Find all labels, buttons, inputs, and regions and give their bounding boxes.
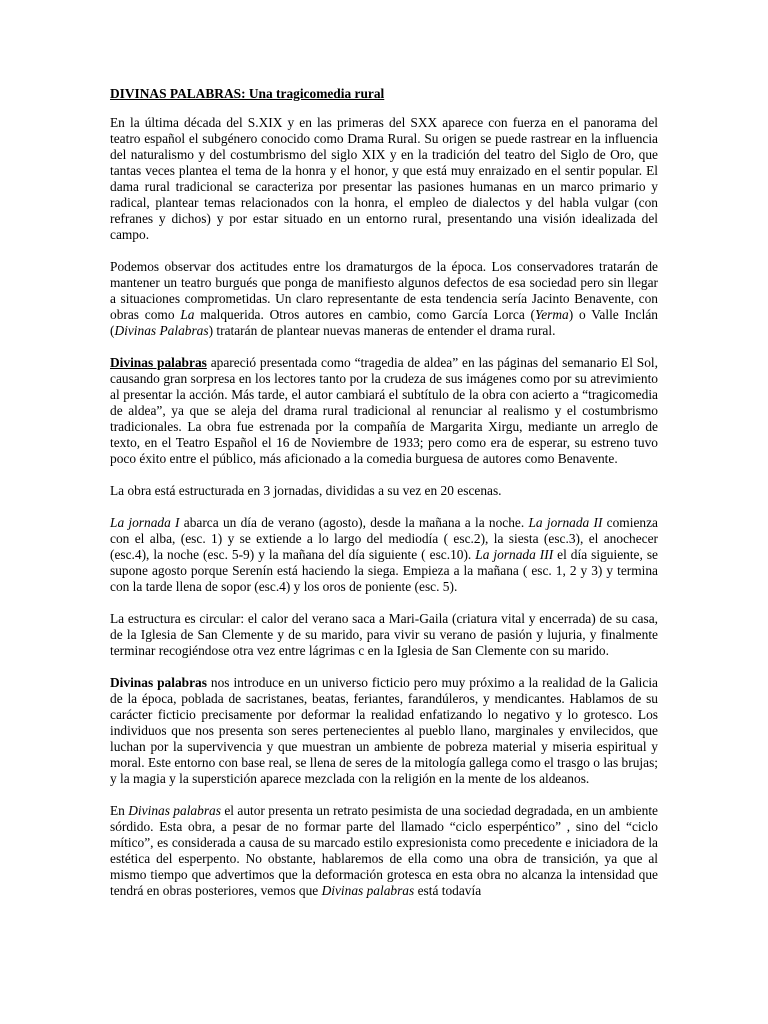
italic-jornada-3: La jornada III: [475, 547, 554, 562]
text: Podemos observar dos actitudes entre los dramaturgos de la época. Los conservadores tratarán de mantener un teatro burgués que ponga de manifiesto algunos defectos de esa sociedad pero sin llegar a situaciones comprometidas. Un claro representante de esta tendencia sería Jacinto Benavente, con obras como: [110, 259, 658, 322]
text: abarca un día de verano (agosto), desde la mañana a la noche.: [179, 515, 529, 530]
italic-la: La: [180, 307, 195, 322]
text: apareció presentada como “tragedia de aldea” en las páginas del semanario El Sol, causando gran sorpresa en los lectores tanto por la crudeza de sus imágenes como por su atrevimiento al presentar la acción. Más tarde, el autor cambiará el subtítulo de la obra con acierto a “tragicomedia de aldea”, ya que se aleja del drama rural tradicional al renunciar al realismo y el costumbrismo tradicionales. La obra fue estrenada por la compañía de Margarita Xirgu, mediante un arreglo de texto, en el Teatro Español el 16 de Noviembre de 1933; pero como era de esperar, su estreno tuvo poco éxito entre el público, más aficionado a la comedia burguesa de autores como Benavente.: [110, 355, 659, 466]
text: ) o Valle Inclán (: [110, 307, 658, 338]
italic-divinas-palabras: Divinas Palabras: [114, 323, 209, 338]
document-title: DIVINAS PALABRAS: Una tragicomedia rural: [110, 86, 385, 101]
paragraph-actitudes: [110, 259, 658, 339]
text: malquerida. Otros autores en cambio, como García Lorca (: [194, 307, 536, 322]
text: comienza con el alba, (esc. 1) y se extiende a lo largo del mediodía ( esc.2), la siesta (esc.3), el anochecer (esc.4), la noche (esc. 5-9) y la mañana del día siguiente ( esc.10).: [110, 515, 658, 562]
bold-divinas-palabras: Divinas palabras: [110, 355, 207, 370]
document-page: [110, 86, 658, 915]
text: nos introduce en un universo ficticio pero muy próximo a la realidad de la Galicia de la época, poblada de sacristanes, beatas, feriantes, farandúleros, y mendicantes. Hablamos de su carácter ficticio precisamente por deformar la realidad enfatizando lo negativo y lo grotesco. Los individuos que nos presenta son seres pertenecientes al pueblo llano, marginales y envilecidos, que luchan por la supervivencia y que muestran un ambiente de pobreza material y miseria espiritual y moral. Este entorno con base real, se llena de seres de la mitología gallega como el trasgo o las brujas; y la magia y la superstición aparece mezclada con la religión en la mente de los aldeanos.: [110, 675, 658, 786]
paragraph-jornadas: [110, 515, 658, 595]
paragraph-drama-rural: En la última década del S.XIX y en las primeras del SXX aparece con fuerza en el panorama del teatro español el subgénero conocido como Drama Rural. Su origen se puede rastrear en la influencia del naturalismo y del costumbrismo del siglo XIX y en la tradición del teatro del Siglo de Oro, que tantas veces plantea el tema de la honra y el honor, y que está muy enraizado en el sentir popular. El dama rural tradicional se caracteriza por presentar las pasiones humanas en un marco primario y radical, plantear temas relacionados con la honra, el empleo de dialectos y del habla vulgar (con refranes y dichos) y por estar situado en un entorno rural, presentando una visión idealizada del campo.: [110, 115, 658, 242]
italic-jornada-1: La jornada I: [110, 515, 180, 530]
text: ) tratarán de plantear nuevas maneras de entender el drama rural.: [208, 323, 556, 338]
bold-divinas-palabras: Divinas palabras: [110, 675, 207, 690]
italic-divinas-palabras: Divinas palabras: [128, 803, 221, 818]
paragraph-universo: [110, 675, 658, 787]
text: el autor presenta un retrato pesimista de una sociedad degradada, en un ambiente sórdido. Esta obra, a pesar de no formar parte del llamado “ciclo esperpéntico” , sino del “ciclo mítico”, es considerada a causa de su marcado estilo expresionista como precedente e iniciadora de la estética del esperpento. No obstante, hablaremos de ella como una obra de transición, ya que al mismo tiempo que advertimos que la deformación grotesca en esta obra no alcanza la intensidad que tendrá en obras posteriores, vemos que: [110, 803, 658, 898]
paragraph-estructura: La obra está estructurada en 3 jornadas, divididas a su vez en 20 escenas.: [110, 483, 502, 498]
text: el día siguiente, se supone agosto porque Serenín está haciendo la siega. Empieza a la mañana ( esc. 1, 2 y 3) y termina con la tarde llena de sopor (esc.4) y los oros de poniente (esc. 5).: [110, 547, 658, 594]
italic-divinas-palabras: Divinas palabras: [321, 883, 415, 898]
paragraph-circular: La estructura es circular: el calor del verano saca a Mari-Gaila (criatura vital y encerrada) de su casa, de la Iglesia de San Clemente y de su marido, para vivir su verano de pasión y lujuria, y finalmente terminar recogiéndose otra vez entre lágrimas c en la Iglesia de San Clemente con su marido.: [110, 611, 658, 658]
text: En: [110, 803, 129, 818]
paragraph-retrato: [110, 803, 658, 899]
italic-jornada-2: La jornada II: [528, 515, 603, 530]
italic-yerma: Yerma: [535, 307, 569, 322]
paragraph-estreno: [110, 355, 658, 467]
text: está todavía: [414, 883, 482, 898]
